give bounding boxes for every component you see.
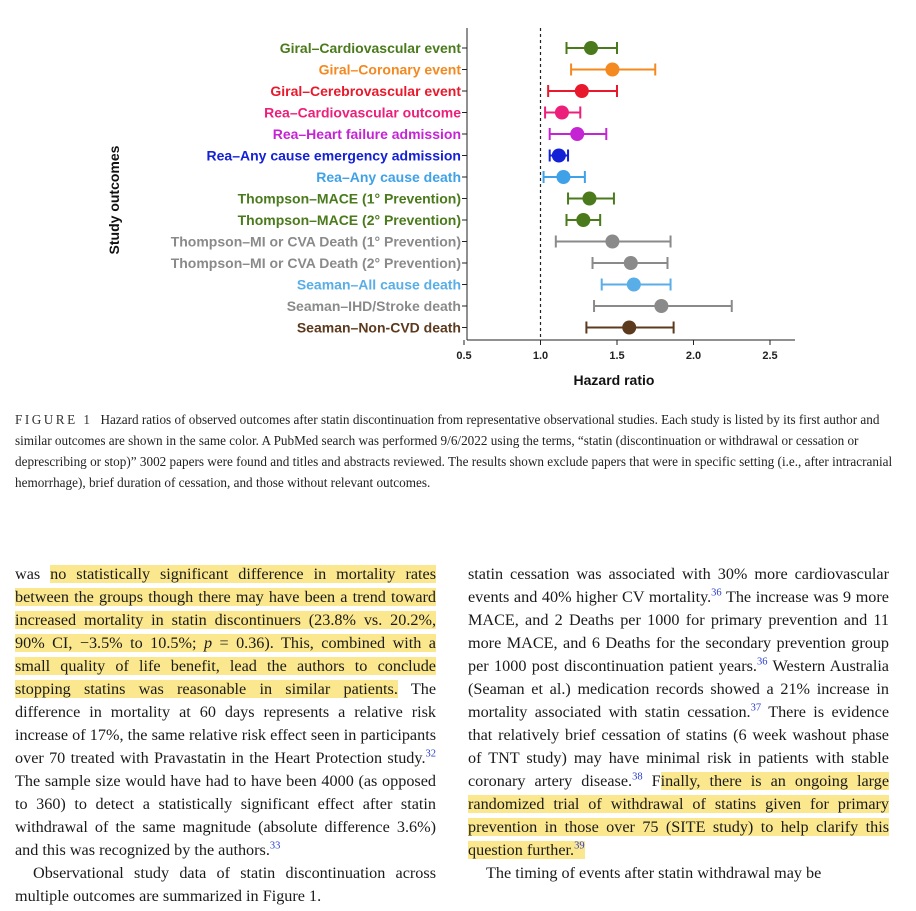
x-axis-title: Hazard ratio	[573, 372, 655, 388]
hr-point	[605, 63, 619, 77]
reference-link[interactable]: 33	[269, 840, 281, 852]
paragraph: The timing of events after statin withdrawal may be	[486, 864, 822, 882]
x-tick-label: 1.5	[609, 350, 625, 362]
x-tick-label: 2.5	[762, 350, 778, 362]
hr-point	[556, 170, 570, 184]
row-label: Seaman–IHD/Stroke death	[286, 298, 461, 314]
row-label: Seaman–All cause death	[296, 276, 461, 293]
row-label: Seaman–Non-CVD death	[296, 319, 461, 336]
row-label: Thompson–MACE (1° Prevention)	[237, 190, 461, 207]
figure-caption-text: Hazard ratios of observed outcomes after statin discontinuation from representative observational studies. Each study is listed by its first author and similar outcomes are shown in the same color. A PubMed search was performed 9/6/2022 using the terms, “statin (discontinuation or withdrawal or cessation or deprescribing or stop)” 3002 papers were found and titles and abstracts reviewed. The results shown exclude papers that were in specific setting (i.e., after intracranial hemorrhage), brief duration of cessation, and those without relevant outcomes.	[15, 412, 893, 490]
hr-point	[622, 321, 636, 335]
reference-link[interactable]: 38	[632, 771, 643, 783]
hr-point	[576, 213, 590, 227]
reference-link[interactable]: 39	[574, 840, 585, 852]
highlight: inally, there is an ongoing large randomized trial of withdrawal of statins given for primary prevention in those over 75 (SITE study) to help clarify this question further.$^{39}$	[468, 772, 890, 859]
paragraph: was no statistically significant difference in mortality rates between the groups though there may have been a trend toward increased mortality in statin discontinuers (23.8% vs. 20.2%, 90% CI, −3.5% to 10.5%; p = 0.36). This, combined with a small quality of life benefit, lead the authors to conclude stopping statins was reasonable in similar patients. The difference in mortality at 60 days represents a relative risk increase of 17%, the same relative risk effect seen in participants over 70 treated with Pravastatin in the Heart Protection study.$^{32}$ The sample size would have had to have been 4000 (as opposed to 360) to detect a statistically significant effect after statin withdrawal of the same magnitude (absolute difference 3.6%) and this was recognized by the authors.$^{33}$	[15, 565, 437, 859]
row-label: Thompson–MACE (2° Prevention)	[237, 212, 461, 228]
row-label: Rea–Heart failure admission	[272, 126, 461, 142]
hr-point	[582, 192, 596, 206]
row-label: Giral–Cardiovascular event	[279, 40, 461, 56]
hr-point	[627, 278, 641, 292]
row-label: Rea–Cardiovascular outcome	[264, 104, 461, 121]
row-label: Thompson–MI or CVA Death (1° Prevention)	[170, 233, 461, 250]
hr-point	[575, 84, 589, 98]
hr-point	[570, 127, 584, 141]
x-tick-label: 1.0	[532, 350, 549, 362]
reference-link[interactable]: 32	[425, 748, 436, 760]
y-axis-title: Study outcomes	[106, 145, 122, 255]
paragraph: statin cessation was associated with 30% more cardiovascular events and 40% higher CV mortality.$^{36}$ The increase was 9 more MACE, and 2 Deaths per 1000 for primary prevention and 11 more MACE, and 6 Deaths for the secondary prevention group per 1000 post discontinuation patient years.$^{36}$ Western Australia (Seaman et al.) medication records showed a 21% increase in mortality associated with statin cessation.$^{37}$ There is evidence that relatively brief cessation of statins (6 week washout phase of TNT study) may have minimal risk in patients with stable coronary artery disease.$^{38}$ Finally, there is an ongoing large randomized trial of withdrawal of statins given for primary prevention in those over 75 (SITE study) to help clarify this question further.$^{39}$	[468, 565, 890, 859]
reference-link[interactable]: 37	[750, 702, 762, 714]
hr-point	[584, 41, 598, 55]
body-column-left	[15, 563, 436, 908]
row-label: Rea–Any cause emergency admission	[206, 147, 461, 164]
figure-label: FIGURE 1	[15, 412, 93, 427]
reference-link[interactable]: 36	[711, 587, 722, 599]
row-label: Thompson–MI or CVA Death (2° Prevention)	[170, 255, 461, 271]
highlight: no statistically significant difference in mortality rates between the groups though there may have been a trend toward increased mortality in statin discontinuers (23.8% vs. 20.2%, 90% CI, −3.5% to 10.5%; p = 0.36). This, combined with a small quality of life benefit, lead the authors to conclude stopping statins was reasonable in similar patients.	[15, 565, 436, 698]
x-tick-label: 2.0	[685, 350, 702, 362]
hr-point	[552, 149, 566, 163]
body-column-right	[468, 563, 889, 885]
forest-plot	[0, 0, 916, 400]
reference-link[interactable]: 36	[756, 656, 768, 668]
x-tick-label: 0.5	[456, 350, 472, 362]
row-label: Giral–Coronary event	[318, 61, 461, 78]
row-label: Rea–Any cause death	[316, 169, 461, 185]
hr-point	[555, 106, 569, 120]
hr-point	[624, 256, 638, 270]
figure-caption	[15, 409, 895, 493]
hr-point	[654, 299, 668, 313]
row-label: Giral–Cerebrovascular event	[270, 83, 461, 99]
hr-point	[605, 235, 619, 249]
paragraph: Observational study data of statin discontinuation across multiple outcomes are summarized in Figure 1.	[15, 864, 436, 905]
